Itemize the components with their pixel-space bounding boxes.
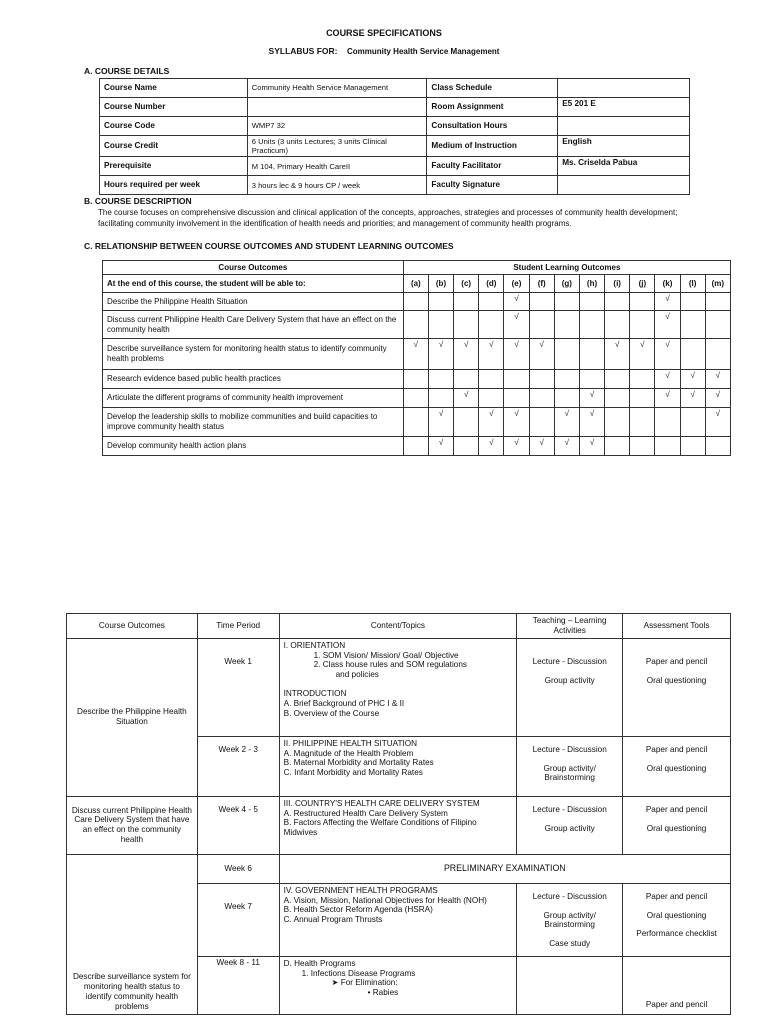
empty-cell — [554, 311, 579, 339]
topic-line: and policies — [335, 670, 379, 680]
assessment-item: Oral questioning — [646, 763, 707, 773]
syllabus-header-row — [67, 614, 731, 639]
assessment-week-4-5 — [623, 796, 731, 854]
table-row — [100, 79, 690, 98]
topic-line: B. Maternal Morbidity and Mortality Rates — [283, 758, 434, 768]
check-mark: √ — [428, 339, 453, 370]
activities-week-4-5 — [517, 796, 623, 854]
assessment-item: Oral questioning — [646, 910, 707, 920]
table-row — [103, 437, 731, 456]
topic-line: • Rabies — [367, 988, 399, 998]
check-mark: √ — [680, 389, 705, 408]
empty-cell — [605, 370, 630, 389]
topic-line: A. Restructured Health Care Delivery System — [283, 808, 448, 818]
empty-cell — [705, 437, 730, 456]
detail-value: WMP7 32 — [247, 117, 427, 136]
check-mark: √ — [479, 437, 504, 456]
topic-line: 2. Class house rules and SOM regulations — [313, 660, 467, 670]
empty-cell — [479, 370, 504, 389]
empty-cell — [605, 437, 630, 456]
period-week-2-3: Week 2 - 3 — [197, 736, 279, 796]
outcome-2-cell: Discuss current Philippine Health Care Delivery System that have an effect on the community health — [67, 796, 198, 854]
table-row — [100, 136, 690, 157]
check-mark: √ — [479, 408, 504, 437]
detail-value: E5 201 E — [558, 98, 690, 117]
slo-letter: (k) — [655, 275, 680, 293]
topic-line: 1. Infections Disease Programs — [301, 968, 416, 978]
course-outcome-text: Articulate the different programs of community health improvement — [103, 389, 404, 408]
topic-line: B. Health Sector Reform Agenda (HSRA) — [283, 905, 433, 915]
empty-cell — [529, 408, 554, 437]
check-mark: √ — [428, 437, 453, 456]
topics-week-7 — [279, 883, 517, 956]
table-row — [67, 854, 731, 883]
assessment-item: Paper and pencil — [645, 999, 708, 1009]
course-outcome-text: Develop community health action plans — [103, 437, 404, 456]
detail-value: 3 hours lec & 9 hours CP / week — [247, 176, 427, 195]
header-course-outcomes: Course Outcomes — [67, 614, 198, 639]
empty-cell — [554, 389, 579, 408]
check-mark: √ — [655, 370, 680, 389]
syllabus-label: SYLLABUS FOR: — [268, 46, 338, 56]
slo-letter: (f) — [529, 275, 554, 293]
slo-letter: (e) — [504, 275, 529, 293]
course-description: The course focuses on comprehensive discussion and clinical application of the concepts, approaches, strategies and processes of community health development; facilitating community involvement in the identification of health needs and priorities; and management of community health programs. — [98, 208, 678, 228]
period-week-1: Week 1 — [197, 638, 279, 736]
check-mark: √ — [705, 408, 730, 437]
section-c-heading: C. RELATIONSHIP BETWEEN COURSE OUTCOMES AND STUDENT LEARNING OUTCOMES — [84, 241, 454, 251]
detail-value: 6 Units (3 units Lectures; 3 units Clinical Practicum) — [247, 136, 427, 157]
matrix-header-row — [103, 261, 731, 275]
check-mark: √ — [504, 311, 529, 339]
empty-cell — [554, 370, 579, 389]
detail-value — [558, 79, 690, 98]
header-course-outcomes: Course Outcomes — [103, 261, 404, 275]
topic-line: IV. GOVERNMENT HEALTH PROGRAMS — [283, 885, 438, 895]
empty-cell — [428, 370, 453, 389]
detail-label: Course Number — [100, 98, 248, 117]
detail-value: Ms. Criselda Pabua — [558, 157, 690, 176]
topic-line: I. ORIENTATION — [283, 640, 346, 650]
topic-line: 1. SOM Vision/ Mission/ Goal/ Objective — [313, 650, 459, 660]
empty-cell — [554, 339, 579, 370]
table-row — [67, 796, 731, 854]
check-mark: √ — [403, 339, 428, 370]
activities-week-8-11 — [517, 956, 623, 1014]
detail-label: Course Name — [100, 79, 248, 98]
empty-cell — [680, 293, 705, 311]
course-outcome-text: Discuss current Philippine Health Care Delivery System that have an effect on the community health — [103, 311, 404, 339]
topic-line: ➤ For Elimination: — [331, 978, 398, 988]
empty-cell — [655, 437, 680, 456]
detail-value — [247, 98, 427, 117]
slo-letter: (l) — [680, 275, 705, 293]
topic-line: C. Annual Program Thrusts — [283, 915, 383, 925]
topic-line: B. Overview of the Course — [283, 708, 380, 718]
check-mark: √ — [504, 408, 529, 437]
matrix-letter-row — [103, 275, 731, 293]
detail-label: Prerequisite — [100, 157, 248, 176]
check-mark: √ — [630, 339, 655, 370]
header-content-topics: Content/Topics — [279, 614, 517, 639]
empty-cell — [454, 408, 479, 437]
topic-line: A. Vision, Mission, National Objectives for Health (NOH) — [283, 895, 487, 905]
table-row — [100, 98, 690, 117]
table-row — [100, 157, 690, 176]
empty-cell — [454, 370, 479, 389]
check-mark: √ — [504, 437, 529, 456]
empty-cell — [479, 389, 504, 408]
empty-cell — [403, 408, 428, 437]
empty-cell — [605, 293, 630, 311]
header-assessment-tools: Assessment Tools — [623, 614, 731, 639]
detail-value — [558, 117, 690, 136]
check-mark: √ — [554, 437, 579, 456]
assessment-item: Performance checklist — [636, 929, 717, 939]
assessment-week-2-3 — [623, 736, 731, 796]
empty-cell — [630, 408, 655, 437]
check-mark: √ — [655, 339, 680, 370]
check-mark: √ — [579, 389, 604, 408]
table-row — [100, 117, 690, 136]
empty-cell — [605, 311, 630, 339]
topics-week-8-11 — [279, 956, 517, 1014]
assessment-week-1 — [623, 638, 731, 736]
empty-cell — [705, 311, 730, 339]
empty-cell — [605, 408, 630, 437]
outcome-1-cell: Describe the Philippine Health Situation — [67, 638, 198, 796]
empty-cell — [504, 370, 529, 389]
detail-value: English — [558, 136, 690, 157]
assessment-item: Oral questioning — [646, 675, 707, 685]
matrix-lead-text: At the end of this course, the student will be able to: — [103, 275, 404, 293]
empty-cell — [680, 408, 705, 437]
assessment-item: Paper and pencil — [645, 656, 708, 666]
detail-label: Consultation Hours — [427, 117, 558, 136]
check-mark: √ — [655, 293, 680, 311]
detail-label: Hours required per week — [100, 176, 248, 195]
topic-line: III. COUNTRY'S HEALTH CARE DELIVERY SYSTEM — [283, 798, 480, 808]
table-row — [103, 293, 731, 311]
empty-cell — [554, 293, 579, 311]
assessment-item: Oral questioning — [646, 823, 707, 833]
empty-cell — [403, 437, 428, 456]
activity-item: Group activity/ Brainstorming — [543, 763, 596, 783]
topics-week-4-5 — [279, 796, 517, 854]
section-a-heading: A. COURSE DETAILS — [84, 66, 170, 76]
activity-item: Group activity — [544, 675, 595, 685]
outcomes-matrix-table — [102, 260, 731, 456]
topic-line: II. PHILIPPINE HEALTH SITUATION — [283, 738, 418, 748]
empty-cell — [630, 437, 655, 456]
detail-label: Medium of Instruction — [427, 136, 558, 157]
empty-cell — [504, 389, 529, 408]
header-time-period: Time Period — [197, 614, 279, 639]
period-week-4-5: Week 4 - 5 — [197, 796, 279, 854]
slo-letter: (g) — [554, 275, 579, 293]
topics-week-1 — [279, 638, 517, 736]
section-b-heading: B. COURSE DESCRIPTION — [84, 196, 192, 206]
empty-cell — [605, 389, 630, 408]
empty-cell — [403, 389, 428, 408]
empty-cell — [428, 311, 453, 339]
activity-item: Lecture - Discussion — [532, 804, 607, 814]
empty-cell — [454, 293, 479, 311]
detail-label: Faculty Facilitator — [427, 157, 558, 176]
check-mark: √ — [655, 311, 680, 339]
course-outcome-text: Develop the leadership skills to mobilize communities and build capacities to improve community health status — [103, 408, 404, 437]
empty-cell — [630, 370, 655, 389]
activity-item: Group activity — [544, 823, 595, 833]
slo-letter: (d) — [479, 275, 504, 293]
topic-line: INTRODUCTION — [283, 689, 347, 699]
topic-line: A. Magnitude of the Health Problem — [283, 748, 414, 758]
check-mark: √ — [579, 437, 604, 456]
assessment-item: Paper and pencil — [645, 744, 708, 754]
page-title: COURSE SPECIFICATIONS — [326, 28, 442, 38]
assessment-item: Paper and pencil — [645, 804, 708, 814]
preliminary-exam: PRELIMINARY EXAMINATION — [279, 854, 730, 883]
empty-cell — [454, 311, 479, 339]
check-mark: √ — [655, 389, 680, 408]
outcome-3-cell: Describe surveillance system for monitoring health status to identify community health problems — [67, 854, 198, 1014]
check-mark: √ — [529, 437, 554, 456]
slo-letter: (j) — [630, 275, 655, 293]
detail-label: Course Credit — [100, 136, 248, 157]
slo-letter: (i) — [605, 275, 630, 293]
table-row — [103, 408, 731, 437]
empty-cell — [428, 389, 453, 408]
activities-week-2-3 — [517, 736, 623, 796]
empty-cell — [680, 311, 705, 339]
activity-item: Lecture - Discussion — [532, 744, 607, 754]
syllabus-course-name: Community Health Service Management — [346, 47, 500, 56]
empty-cell — [479, 293, 504, 311]
assessment-week-7 — [623, 883, 731, 956]
detail-label: Room Assignment — [427, 98, 558, 117]
header-student-learning-outcomes: Student Learning Outcomes — [403, 261, 730, 275]
empty-cell — [403, 293, 428, 311]
check-mark: √ — [605, 339, 630, 370]
check-mark: √ — [705, 389, 730, 408]
topics-week-2-3 — [279, 736, 517, 796]
activity-item: Case study — [549, 939, 591, 949]
detail-label: Course Code — [100, 117, 248, 136]
topic-line: A. Brief Background of PHC I & II — [283, 698, 405, 708]
empty-cell — [579, 370, 604, 389]
empty-cell — [680, 339, 705, 370]
empty-cell — [529, 370, 554, 389]
empty-cell — [655, 408, 680, 437]
activity-item: Group activity/ Brainstorming — [543, 910, 596, 930]
empty-cell — [705, 339, 730, 370]
course-outcome-text: Research evidence based public health practices — [103, 370, 404, 389]
table-row — [103, 339, 731, 370]
check-mark: √ — [504, 339, 529, 370]
assessment-week-8-11 — [623, 956, 731, 1014]
slo-letter: (h) — [579, 275, 604, 293]
table-row — [103, 370, 731, 389]
check-mark: √ — [529, 339, 554, 370]
syllabus-table — [66, 613, 731, 1015]
empty-cell — [579, 293, 604, 311]
header-teaching-activities: Teaching – Learning Activities — [517, 614, 623, 639]
activities-week-1 — [517, 638, 623, 736]
empty-cell — [403, 311, 428, 339]
detail-label: Faculty Signature — [427, 176, 558, 195]
table-row — [100, 176, 690, 195]
assessment-item: Paper and pencil — [645, 891, 708, 901]
check-mark: √ — [504, 293, 529, 311]
detail-value: Community Health Service Management — [247, 79, 427, 98]
topic-line: D. Health Programs — [283, 958, 356, 968]
empty-cell — [705, 293, 730, 311]
activity-item: Lecture - Discussion — [532, 891, 607, 901]
table-row — [103, 311, 731, 339]
course-outcome-text: Describe surveillance system for monitoring health status to identify community health problems — [103, 339, 404, 370]
course-details-table — [99, 78, 690, 195]
check-mark: √ — [680, 370, 705, 389]
empty-cell — [529, 293, 554, 311]
empty-cell — [680, 437, 705, 456]
empty-cell — [428, 293, 453, 311]
topic-line: C. Infant Morbidity and Mortality Rates — [283, 768, 423, 778]
period-week-8-11: Week 8 - 11 — [197, 956, 279, 1014]
empty-cell — [630, 293, 655, 311]
check-mark: √ — [579, 408, 604, 437]
slo-letter: (a) — [403, 275, 428, 293]
activities-week-7 — [517, 883, 623, 956]
check-mark: √ — [479, 339, 504, 370]
syllabus-title — [0, 46, 768, 56]
empty-cell — [403, 370, 428, 389]
empty-cell — [630, 389, 655, 408]
detail-label: Class Schedule — [427, 79, 558, 98]
check-mark: √ — [454, 339, 479, 370]
empty-cell — [630, 311, 655, 339]
table-row — [103, 389, 731, 408]
activity-item: Lecture - Discussion — [532, 656, 607, 666]
table-row — [67, 638, 731, 736]
slo-letter: (c) — [454, 275, 479, 293]
slo-letter: (m) — [705, 275, 730, 293]
empty-cell — [579, 311, 604, 339]
detail-value: M 104, Primary Health CareII — [247, 157, 427, 176]
empty-cell — [479, 311, 504, 339]
check-mark: √ — [705, 370, 730, 389]
detail-value — [558, 176, 690, 195]
empty-cell — [529, 311, 554, 339]
empty-cell — [579, 339, 604, 370]
period-week-7: Week 7 — [197, 883, 279, 956]
topic-line: B. Factors Affecting the Welfare Conditions of Filipino Midwives — [283, 818, 477, 838]
empty-cell — [529, 389, 554, 408]
check-mark: √ — [454, 389, 479, 408]
slo-letter: (b) — [428, 275, 453, 293]
check-mark: √ — [554, 408, 579, 437]
empty-cell — [454, 437, 479, 456]
course-outcome-text: Describe the Philippine Health Situation — [103, 293, 404, 311]
period-week-6: Week 6 — [197, 854, 279, 883]
check-mark: √ — [428, 408, 453, 437]
